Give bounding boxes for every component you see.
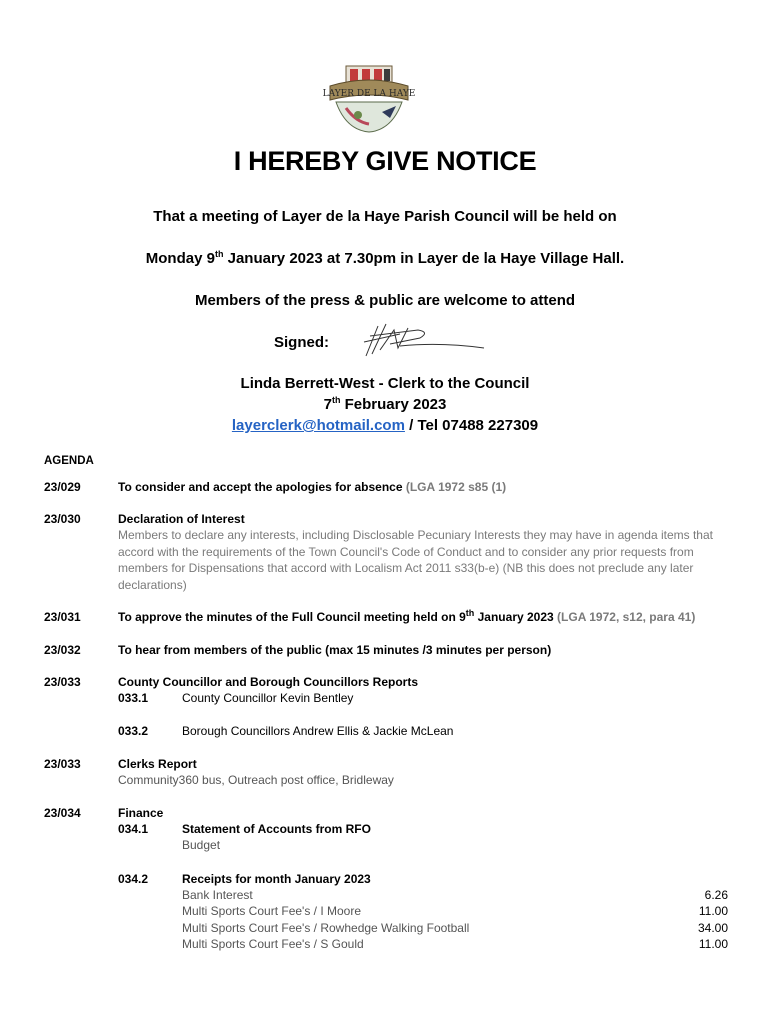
svg-text:LAYER DE LA HAYE: LAYER DE LA HAYE: [322, 89, 416, 99]
receipt-row: Multi Sports Court Fee's / I Moore 11.00: [182, 904, 728, 919]
notice-title: I HEREBY GIVE NOTICE: [233, 146, 537, 176]
receipt-row: Multi Sports Court Fee's / S Gould 11.00: [182, 937, 728, 952]
signed-label: Signed:: [274, 334, 329, 351]
receipt-row: Bank Interest 6.26: [182, 888, 728, 902]
receipt-row: Multi Sports Court Fee's / Rowhedge Walking Football 34.00: [182, 920, 728, 935]
clerk-name: Linda Berrett-West - Clerk to the Council: [240, 375, 530, 392]
parish-crest-logo: [316, 60, 422, 138]
agenda-heading: AGENDA: [44, 455, 94, 467]
contact-line: layerclerk@hotmail.com / Tel 07488 227309: [231, 417, 539, 434]
notice-date: 7th February 2023: [323, 395, 447, 413]
meeting-date-line: Monday 9th January 2023 at 7.30pm in Layer de la Haye Village Hall.: [145, 249, 625, 267]
email-link[interactable]: layerclerk@hotmail.com: [231, 417, 405, 434]
meeting-line: That a meeting of Layer de la Haye Parish Council will be held on: [153, 208, 617, 225]
clerk-signature: [360, 320, 486, 364]
public-welcome-line: Members of the press & public are welcome to attend: [194, 292, 576, 309]
receipts-table: [182, 887, 728, 953]
